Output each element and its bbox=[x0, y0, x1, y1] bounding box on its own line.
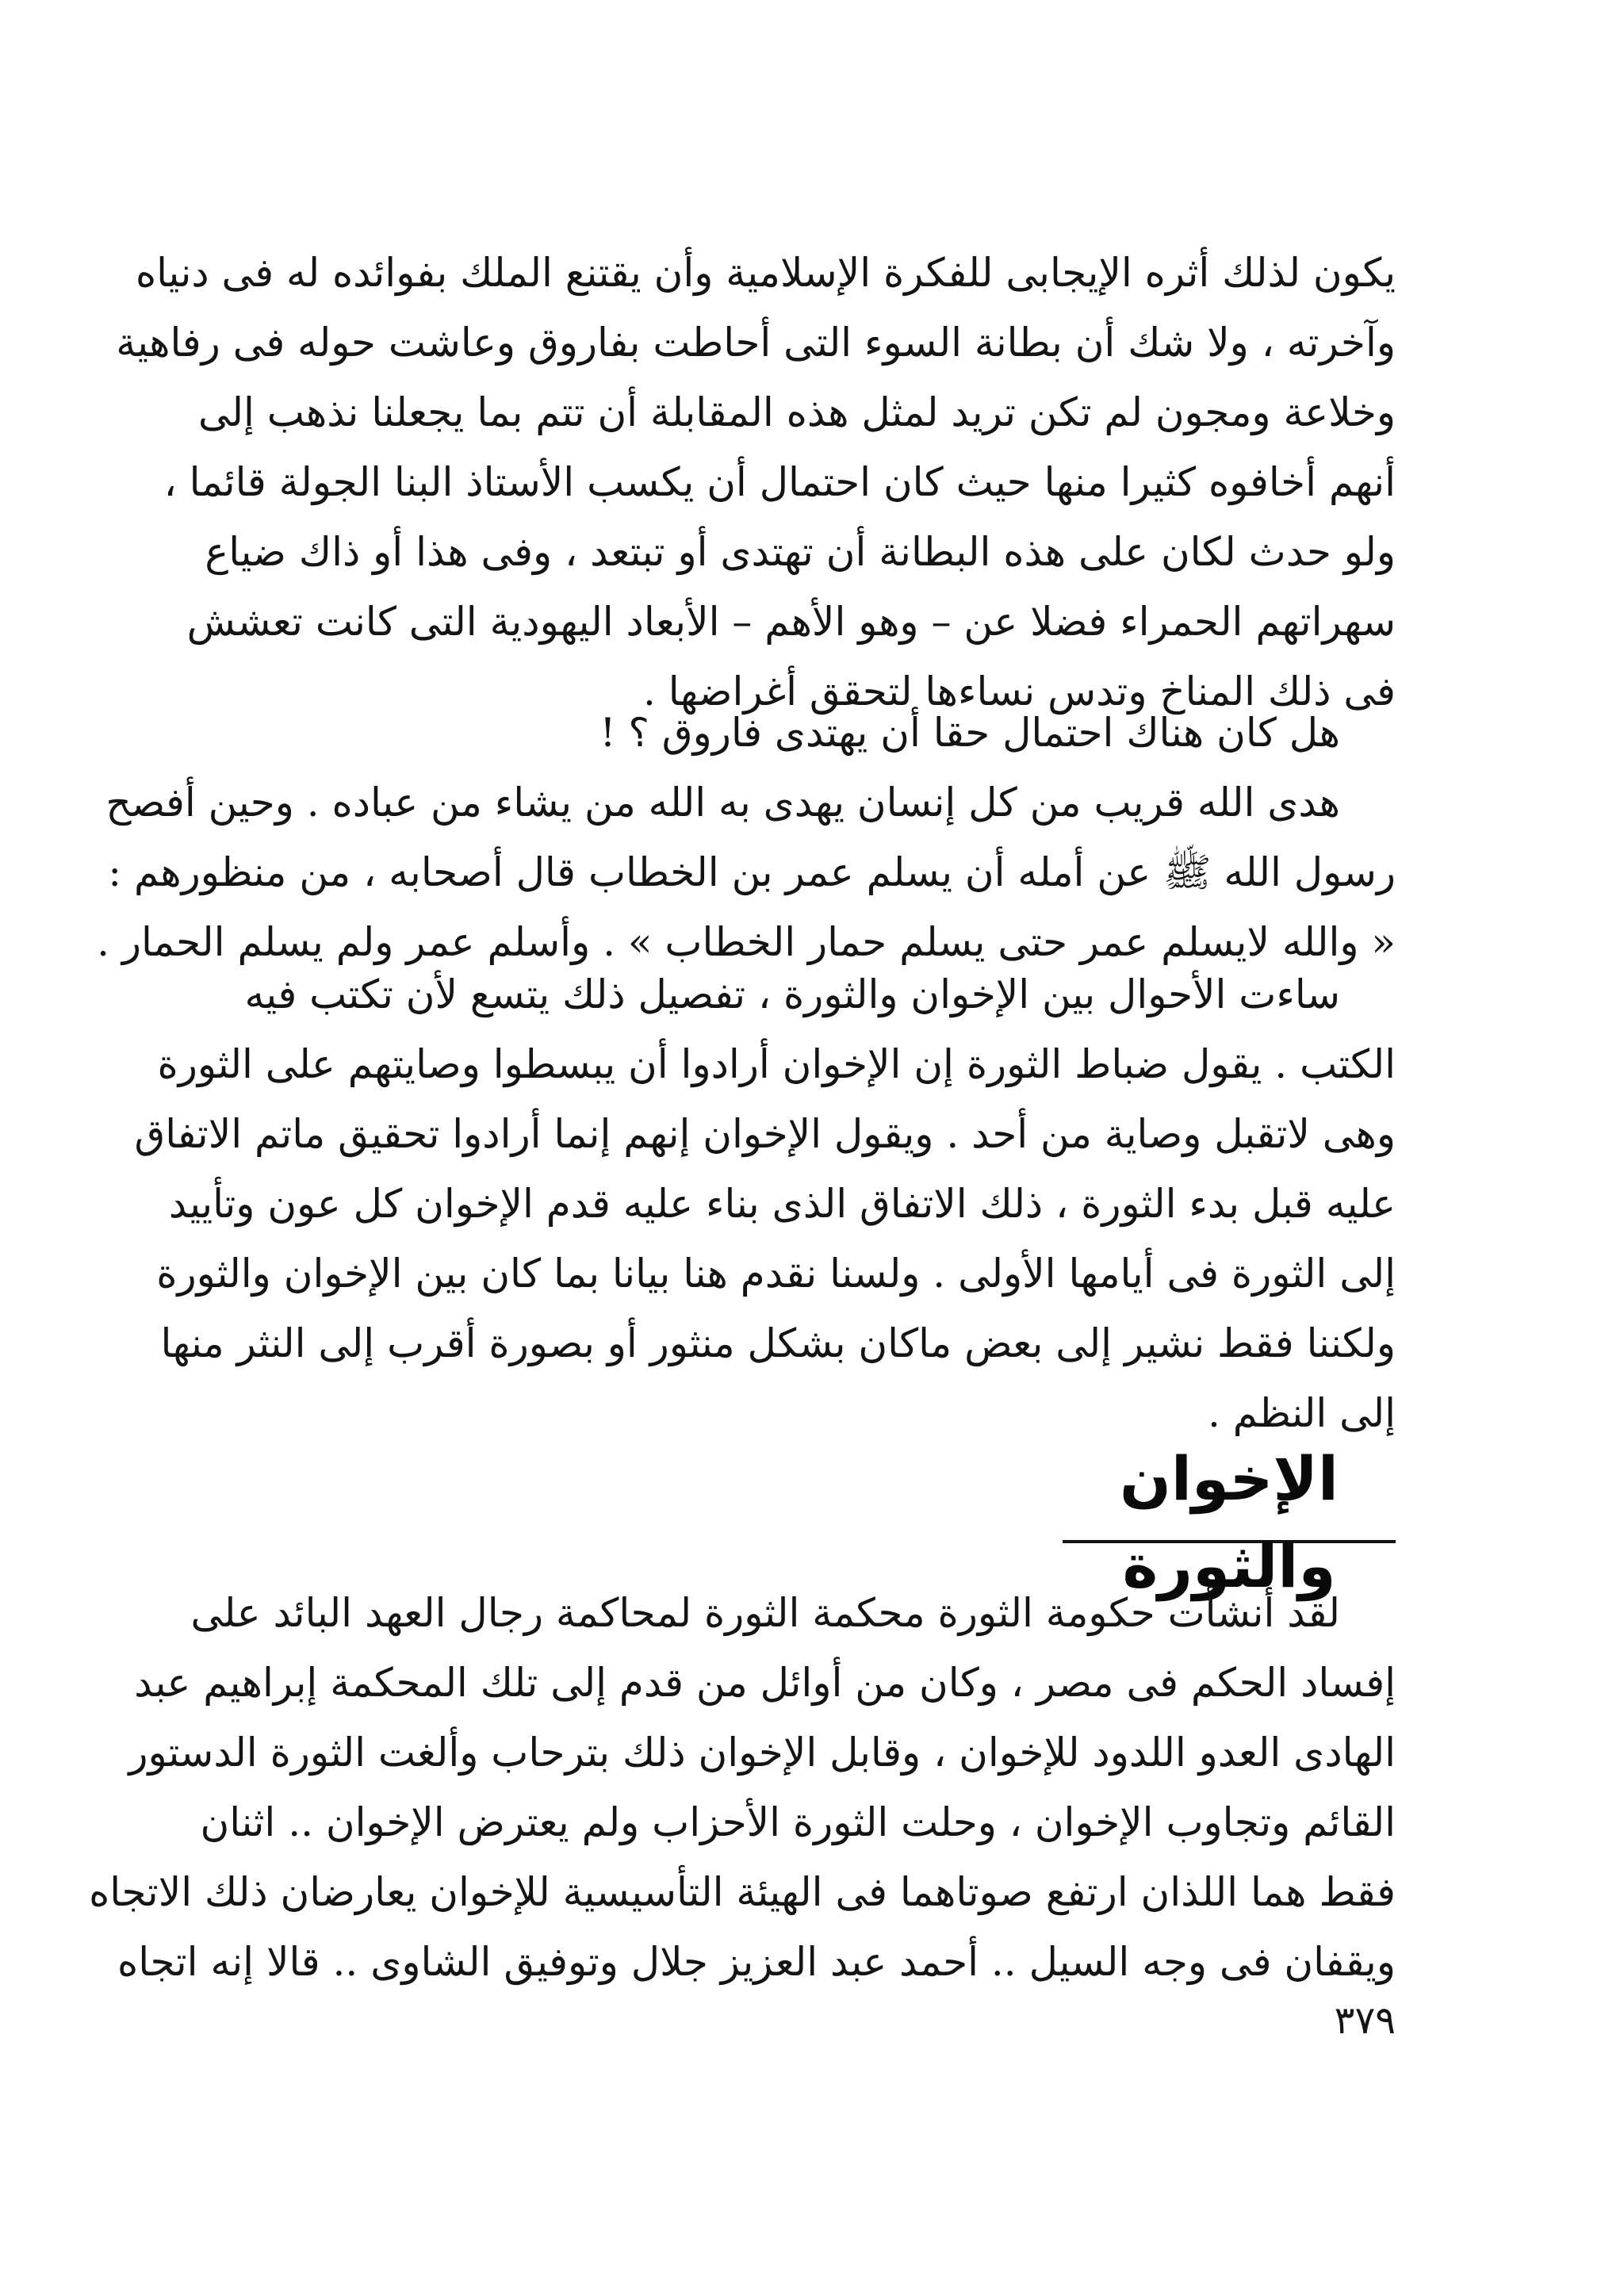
text-line: هل كان هناك احتمال حقا أن يهتدى فاروق ؟ ! bbox=[599, 710, 1340, 756]
paragraph-1 bbox=[116, 238, 1396, 726]
text-line: ولو حدث لكان على هذه البطانة أن تهتدى أو تبتعد ، وفى هذا أو ذاك ضياع bbox=[205, 529, 1396, 575]
text-line: وهى لاتقبل وصاية من أحد . ويقول الإخوان إنهم إنما أرادوا تحقيق ماتم الاتفاق bbox=[134, 1111, 1396, 1157]
text-line: ولكننا فقط نشير إلى بعض ماكان بشكل منثور أو بصورة أقرب إلى النثر منها bbox=[160, 1320, 1396, 1366]
page-number: ٣٧٩ bbox=[1334, 1998, 1396, 2043]
text-line: ساءت الأحوال بين الإخوان والثورة ، تفصيل ذلك يتسع لأن تكتب فيه bbox=[244, 971, 1340, 1017]
text-line: فى ذلك المناخ وتدس نساءها لتحقق أغراضها . bbox=[642, 669, 1396, 715]
section-heading-block bbox=[1063, 1435, 1396, 1601]
text-line: لقد أنشأت حكومة الثورة محكمة الثورة لمحاكمة رجال العهد البائد على bbox=[190, 1590, 1340, 1636]
text-line: « والله لايسلم عمر حتى يسلم حمار الخطاب » . وأسلم عمر ولم يسلم الحمار . bbox=[97, 919, 1396, 965]
text-line: القائم وتجاوب الإخوان ، وحلت الثورة الأحزاب ولم يعترض الإخوان .. اثنان bbox=[200, 1799, 1396, 1845]
text-line: رسول الله ﷺ عن أمله أن يسلم عمر بن الخطاب قال أصحابه ، من منظورهم : bbox=[108, 849, 1396, 895]
paragraph-2 bbox=[97, 698, 1396, 977]
text-line: أنهم أخافوه كثيرا منها حيث كان احتمال أن يكسب الأستاذ البنا الجولة قائما ، bbox=[163, 459, 1396, 505]
text-line: وخلاعة ومجون لم تكن تريد لمثل هذه المقابلة أن تتم بما يجعلنا نذهب إلى bbox=[198, 389, 1396, 435]
text-line: إلى النظم . bbox=[1208, 1390, 1396, 1436]
section-heading: الإخوان والثورة bbox=[1120, 1443, 1339, 1601]
text-line: فقط هما اللذان ارتفع صوتاهما فى الهيئة التأسيسية للإخوان يعارضان ذلك الاتجاه bbox=[89, 1869, 1396, 1915]
text-line: هدى الله قريب من كل إنسان يهدى به الله من يشاء من عباده . وحين أفصح bbox=[105, 780, 1340, 826]
paragraph-4 bbox=[89, 1578, 1396, 1997]
text-line: الكتب . يقول ضباط الثورة إن الإخوان أرادوا أن يبسطوا وصايتهم على الثورة bbox=[157, 1041, 1396, 1087]
text-line: وآخرته ، ولا شك أن بطانة السوء التى أحاطت بفاروق وعاشت حوله فى رفاهية bbox=[116, 320, 1396, 366]
text-line: يكون لذلك أثره الإيجابى للفكرة الإسلامية وأن يقتنع الملك بفوائده له فى دنياه bbox=[135, 250, 1396, 296]
text-line: إلى الثورة فى أيامها الأولى . ولسنا نقدم هنا بيانا بما كان بين الإخوان والثورة bbox=[156, 1251, 1396, 1297]
paragraph-3 bbox=[134, 960, 1396, 1448]
text-line: الهادى العدو اللدود للإخوان ، وقابل الإخوان ذلك بترحاب وألغت الثورة الدستور bbox=[128, 1730, 1396, 1776]
text-line: عليه قبل بدء الثورة ، ذلك الاتفاق الذى بناء عليه قدم الإخوان كل عون وتأييد bbox=[168, 1181, 1396, 1227]
text-line: سهراتهم الحمراء فضلا عن – وهو الأهم – الأبعاد اليهودية التى كانت تعشش bbox=[186, 599, 1396, 645]
text-line: ويقفان فى وجه السيل .. أحمد عبد العزيز جلال وتوفيق الشاوى .. قالا إنه اتجاه bbox=[117, 1939, 1396, 1985]
text-line: إفساد الحكم فى مصر ، وكان من أوائل من قدم إلى تلك المحكمة إبراهيم عبد bbox=[134, 1660, 1396, 1706]
